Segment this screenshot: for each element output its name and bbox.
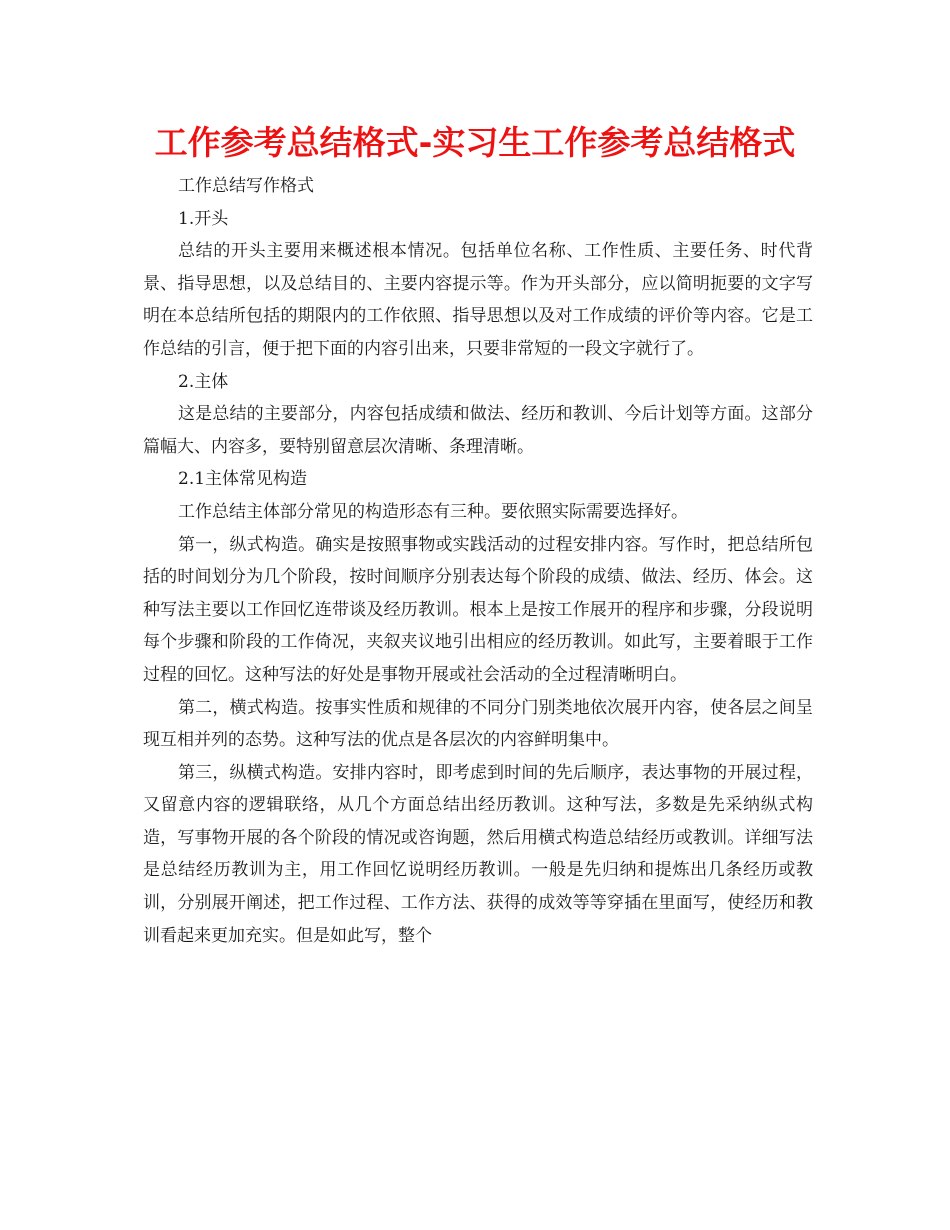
section-heading-opening: 1.开头 — [178, 208, 229, 229]
document-body — [143, 170, 813, 952]
paragraph-opening: 总结的开头主要用来概述根本情况。包括单位名称、工作性质、主要任务、时代背景、指导思想，以及总结目的、主要内容提示等。作为开头部分，应以简明扼要的文字写明在本总结所包括的期限内的工作依照、指导思想以及对工作成绩的评价等内容。它是工作总结的引言，便于把下面的内容引出来，只要非常短的一段文字就行了。 — [143, 241, 813, 359]
section-heading-body: 2.主体 — [178, 371, 229, 392]
paragraph-vertical-structure: 第一，纵式构造。确实是按照事物或实践活动的过程安排内容。写作时，把总结所包括的时间划分为几个阶段，按时间顺序分别表达每个阶段的成绩、做法、经历、体会。这种写法主要以工作回忆连带谈及经历教训。根本上是按工作展开的程序和步骤，分段说明每个步骤和阶段的工作倚况，夹叙夹议地引出相应的经历教训。如此写，主要着眼于工作过程的回忆。这种写法的好处是事物开展或社会活动的全过程清晰明白。 — [143, 534, 813, 685]
section-heading-structure: 2.1主体常见构造 — [178, 469, 308, 490]
paragraph-horizontal-structure: 第二，横式构造。按事实性质和规律的不同分门别类地依次展开内容，使各层之间呈现互相并列的态势。这种写法的优点是各层次的内容鲜明集中。 — [143, 697, 813, 751]
document-title: 工作参考总结格式-实习生工作参考总结格式 — [154, 123, 796, 162]
paragraph-body-intro: 这是总结的主要部分，内容包括成绩和做法、经历和教训、今后计划等方面。这部分篇幅大、内容多，要特别留意层次清晰、条理清晰。 — [143, 404, 813, 457]
paragraph-mixed-structure: 第三，纵横式构造。安排内容时，即考虑到时间的先后顺序，表达事物的开展过程，又留意内容的逻辑联络，从几个方面总结出经历教训。这种写法，多数是先采纳纵式构造，写事物开展的各个阶段的情况或咨询题，然后用横式构造总结经历或教训。详细写法是总结经历教训为主，用工作回忆说明经历教训。一般是先归纳和提炼出几条经历或教训，分别展开阐述，把工作过程、工作方法、获得的成效等等穿插在里面写，使经历和教训看起来更加充实。但是如此写，整个 — [143, 762, 813, 946]
paragraph-structure-intro: 工作总结主体部分常见的构造形态有三种。要依照实际需要选择好。 — [178, 501, 688, 522]
section-heading-format: 工作总结写作格式 — [178, 176, 314, 196]
